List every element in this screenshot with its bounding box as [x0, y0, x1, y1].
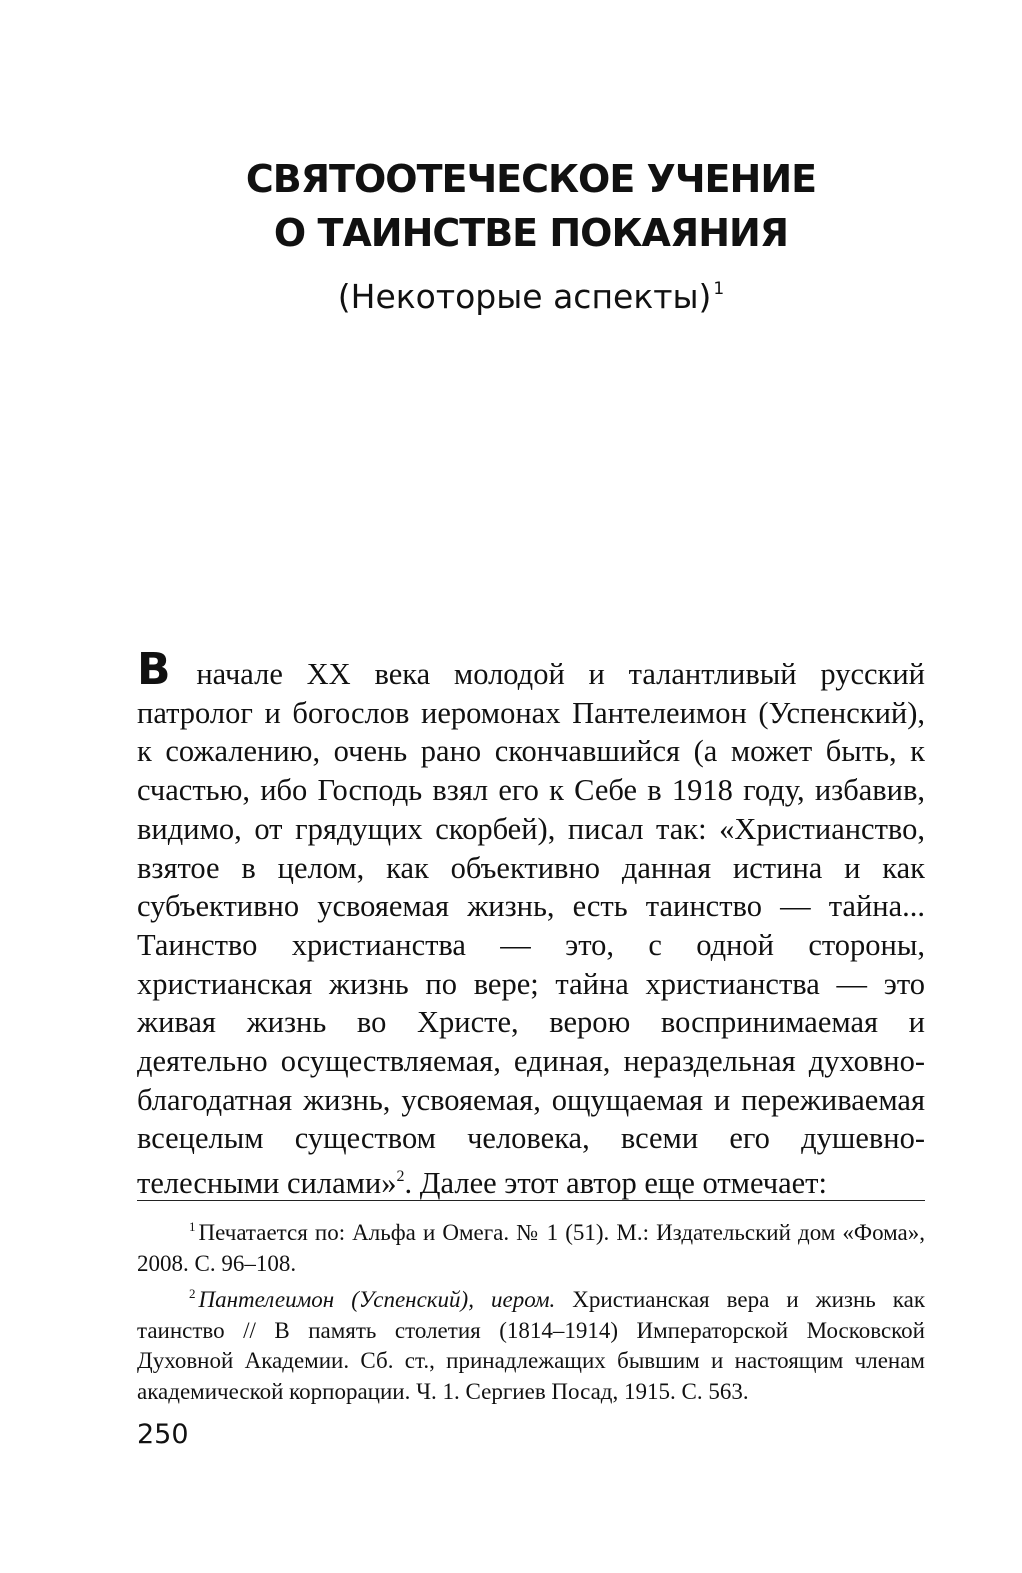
- footnote-text: Печатается по: Альфа и Омега. № 1 (51). М.: Издательский дом «Фома», 2008. С. 96–108.: [137, 1220, 925, 1276]
- chapter-subtitle: [135, 262, 927, 324]
- footnote-2: [137, 1279, 925, 1407]
- paragraph-tail: . Далее этот автор еще отмечает:: [404, 1166, 827, 1201]
- chapter-title: [135, 152, 927, 324]
- title-line-2: О ТАИНСТВЕ ПОКАЯНИЯ: [273, 211, 789, 255]
- body-paragraph: [137, 644, 925, 1203]
- footnote-text: Христианская вера и жизнь как таинство // В память столетия (1814–1914) Императорской Московской Духовной Академии. Сб. ст., принадлежащих бывшим и настоящим членам академической корпорации. Ч. 1. Сергиев Посад, 1915. С. 563.: [137, 1287, 926, 1404]
- footnote-number: 1: [189, 1219, 196, 1234]
- footnote-author: Пантелеимон (Успенский), иером.: [198, 1287, 556, 1312]
- drop-cap: В: [137, 644, 171, 695]
- footnote-1: [137, 1212, 925, 1279]
- title-line-1: СВЯТООТЕЧЕСКОЕ УЧЕНИЕ: [245, 157, 817, 201]
- footnote-divider: [137, 1200, 925, 1201]
- footnote-number: 2: [189, 1286, 196, 1301]
- footnote-ref-2: 2: [396, 1168, 405, 1186]
- subtitle-text: (Некоторые аспекты): [337, 277, 712, 316]
- paragraph-text: начале XX века молодой и талантливый русский патролог и богослов иеромонах Пантелеимон (Успенский), к сожалению, очень рано скончавшийся (а может быть, к счастью, ибо Господь взял его к Себе в 1918 году, избавив, видимо, от грядущих скорбей), писал так: «Христианство, взятое в целом, как объективно данная истина и как субъективно усвояемая жизнь, есть таинство — тайна... Таинство христианства — это, с одной стороны, христианская жизнь по вере; тайна христианства — это живая жизнь во Христе, верою воспринимаемая и деятельно осуществляемая, единая, нераздельная духовно-благодатная жизнь, усвояемая, ощущаемая и переживаемая всецелым существом человека, всеми его душевно-телесными силами»: [137, 657, 925, 1201]
- footnotes: [137, 1212, 925, 1407]
- footnote-ref-1: 1: [713, 279, 725, 299]
- page-number: 250: [137, 1419, 189, 1450]
